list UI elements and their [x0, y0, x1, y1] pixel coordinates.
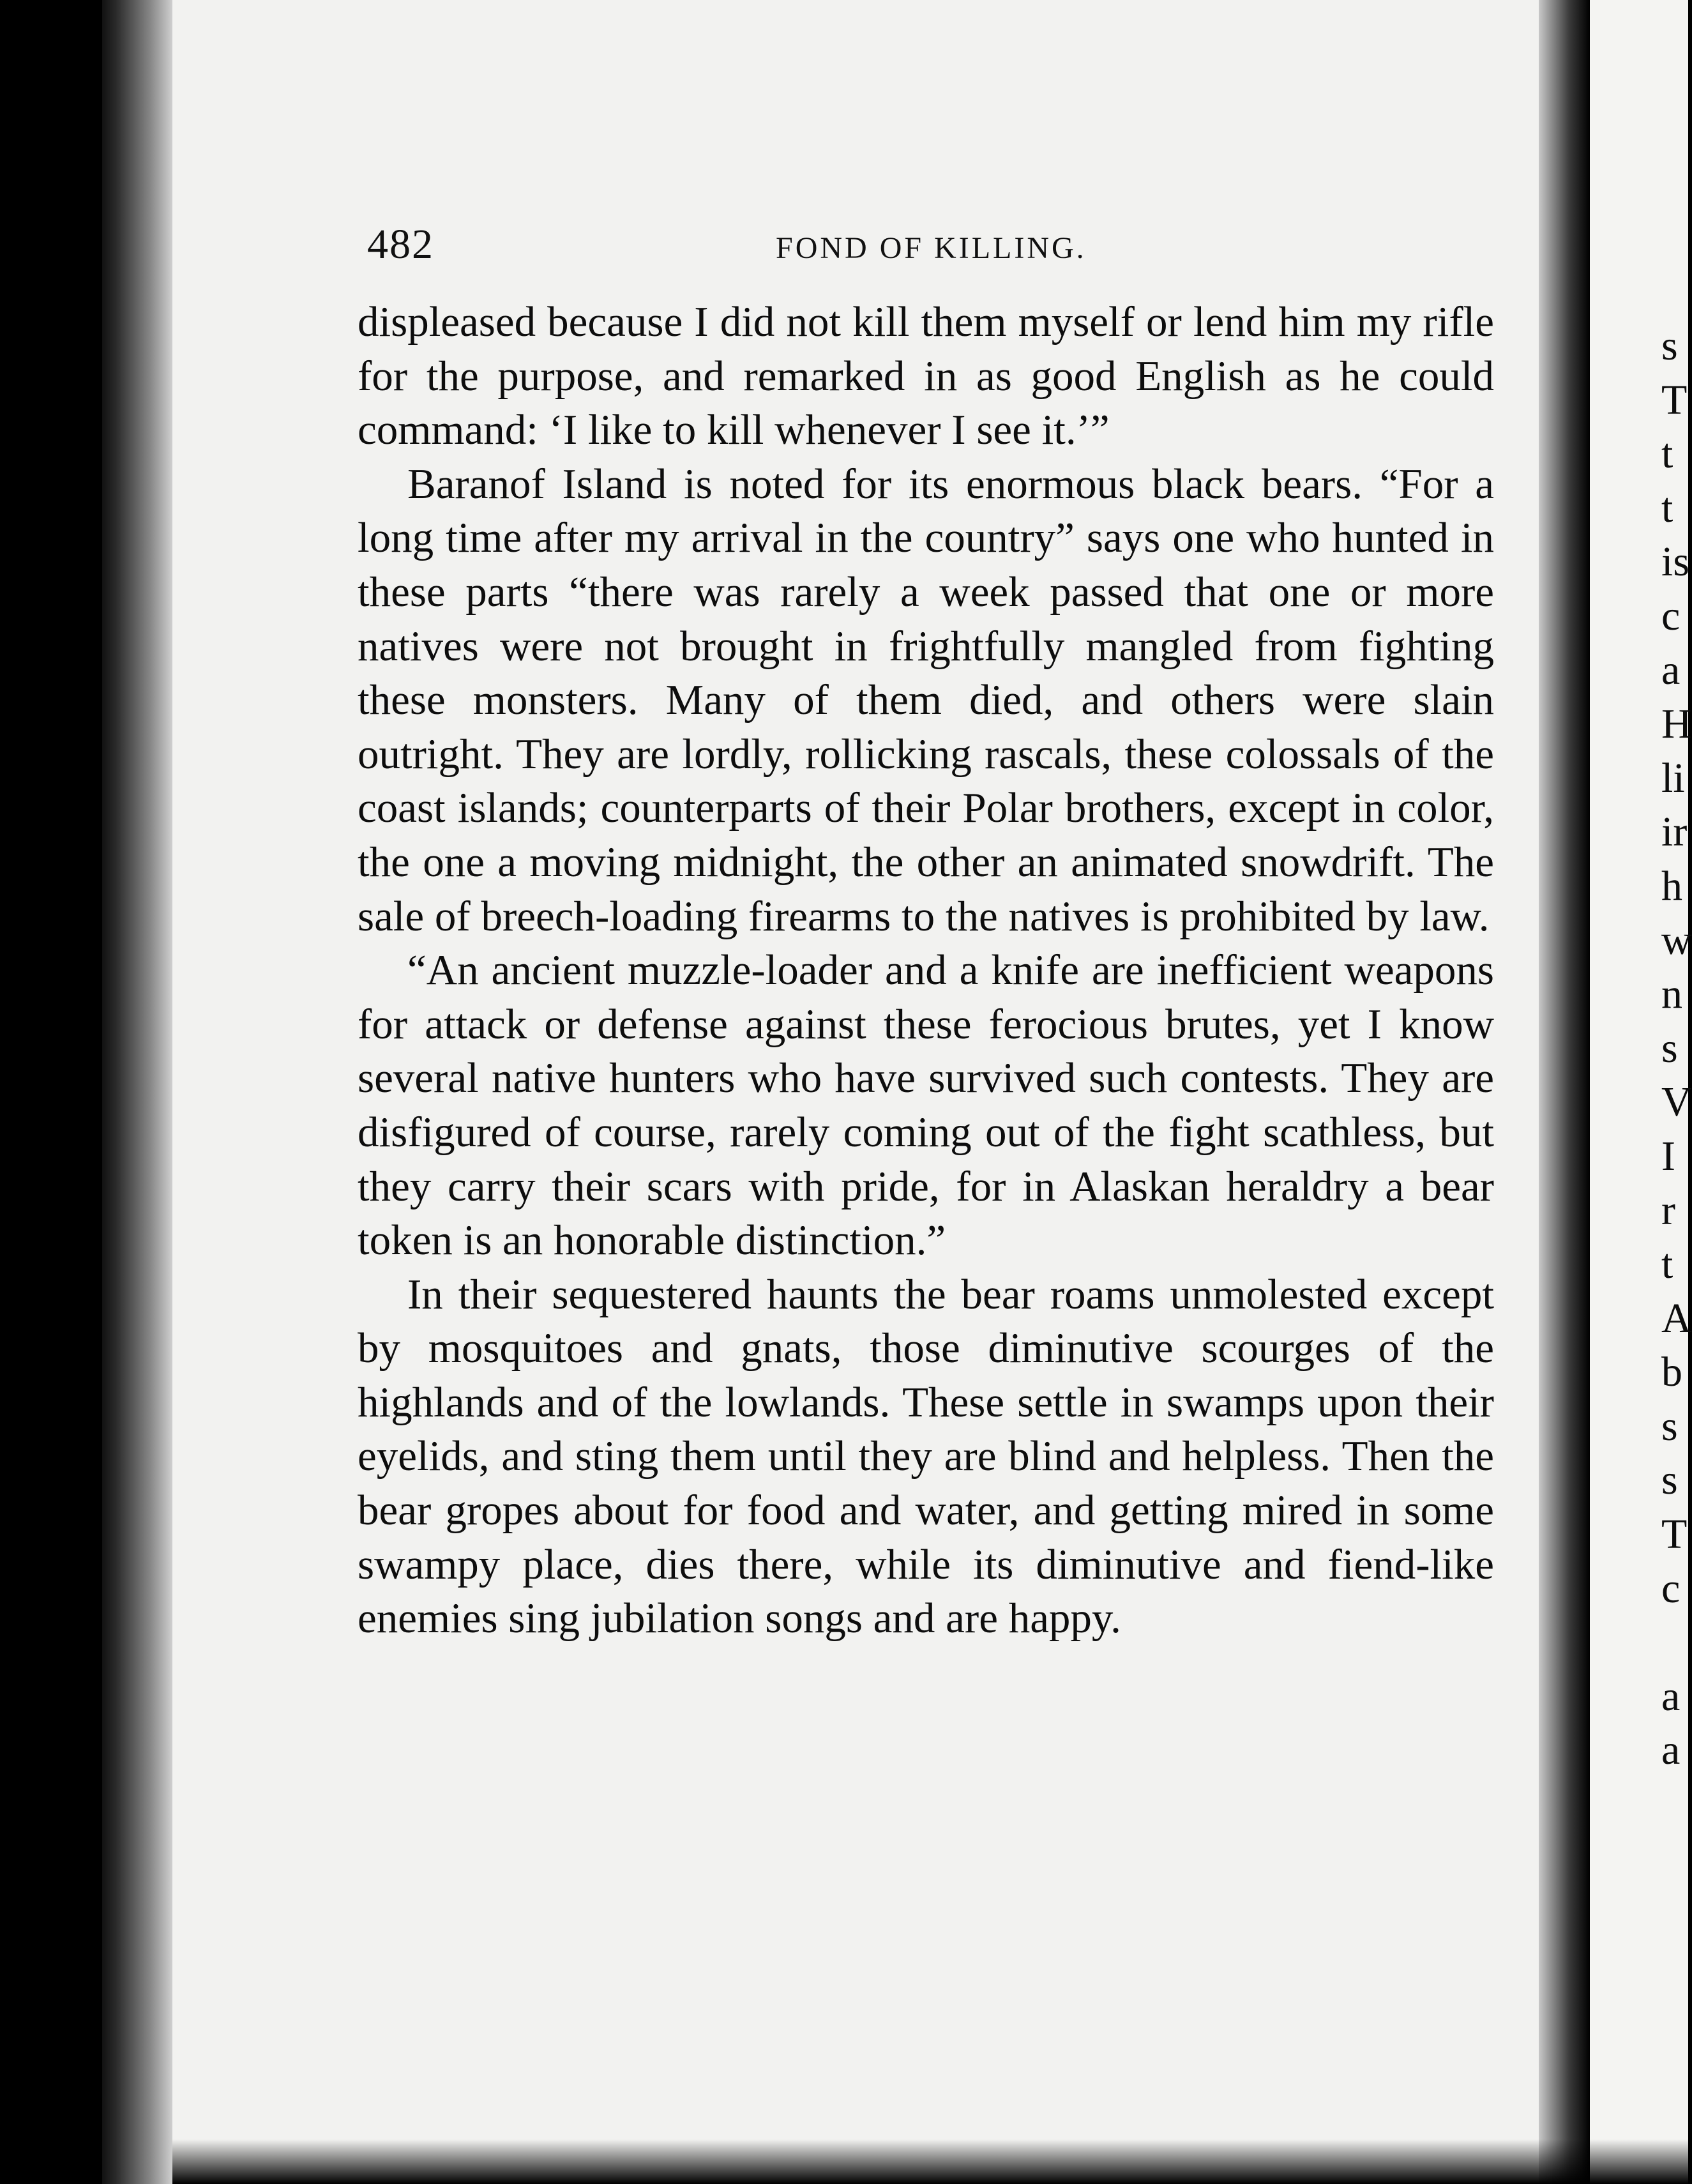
paragraph-4: In their sequestered haunts the bear roams unmolested except by mosquitoes and gnats, those diminutive scourges of the highlands and of the lowlands. These settle in swamps upon their eyelids, and sting them until they are blind and helpless. Then the bear gropes about for food and water, and getting mired in some swampy place, dies there, while its diminutive and fiend-like enemies sing jubilation songs and are happy. — [358, 1270, 1494, 1642]
paragraph-1: displeased because I did not kill them myself or lend him my rifle for the purpose, and remarked in as good English as he could command: ‘I like to kill whenever I see it.’” — [358, 298, 1494, 454]
paragraph-2: Baranof Island is noted for its enormous black bears. “For a long time after my arrival in the country” says one who hunted in these parts “there was rarely a week passed that one or more natives were not brought in frightfully mangled from fighting these monsters. Many of them died, and others were slain outright. They are lordly, rollicking rascals, these colossals of the coast islands; counterparts of their Polar brothers, except in color, the one a moving midnight, the other an animated snowdrift. The sale of breech-loading firearms to the natives is prohibited by law. — [358, 460, 1494, 940]
scan-bottom-shadow — [172, 2139, 1688, 2184]
body-text — [358, 295, 1494, 1646]
scan-left-margin — [0, 0, 102, 2184]
page-gutter — [1539, 0, 1590, 2184]
page-number: 482 — [367, 221, 434, 268]
page-header — [367, 220, 1516, 278]
paragraph-3: “An ancient muzzle-loader and a knife are inefficient weapons for attack or defense against these ferocious brutes, yet I know several native hunters who have survived such contests. They are disfigured of course, rarely coming out of the fight scathless, but they carry their scars with pride, for in Alaskan heraldry a bear token is an honorable distinction.” — [358, 946, 1494, 1264]
running-head: FOND OF KILLING. — [776, 231, 1087, 265]
book-binding-edge — [102, 0, 172, 2184]
facing-page-fragments: s T t t is c a H li ir h w n s V I r t A b s s T c a a — [1661, 322, 1692, 1774]
